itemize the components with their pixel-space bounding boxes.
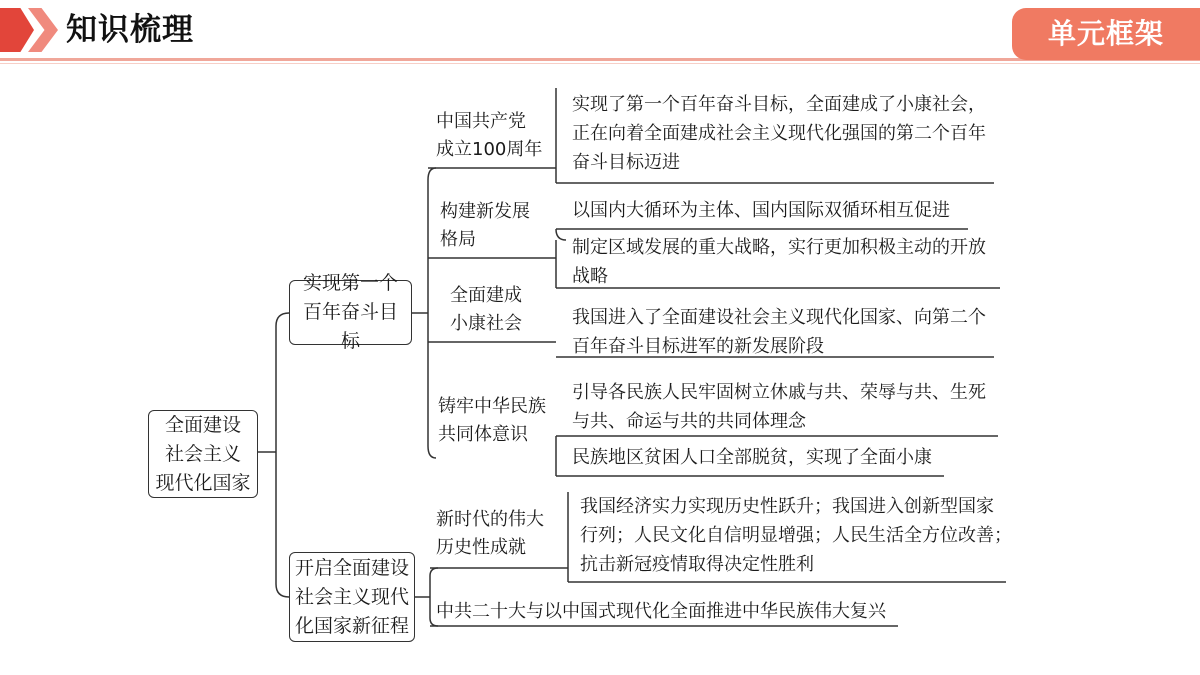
sub-label-moderately-prosperous: 全面建成 小康社会 [450, 285, 522, 334]
item-text-20th-congress: 中共二十大与以中国式现代化全面推进中华民族伟大复兴 [436, 601, 886, 622]
sub-label-cpc-100: 中国共产党 成立100周年 [436, 111, 543, 160]
sub-label-new-pattern: 构建新发展 格局 [440, 201, 530, 250]
sub-label-national-unity: 铸牢中华民族 共同体意识 [438, 396, 546, 445]
unit-framework-badge: 单元框架 [1012, 8, 1200, 60]
item-text-dual-circulation: 以国内大循环为主体、国内国际双循环相互促进 [572, 200, 950, 221]
item-text-achievements: 我国经济实力实现历史性跃升；我国进入创新型国家 行列；人民文化自信明显增强；人民生活全方位改善； 抗击新冠疫情取得决定性胜利 [580, 496, 1012, 575]
page-title: 知识梳理 [66, 12, 194, 48]
item-text-poverty-eliminated: 民族地区贫困人口全部脱贫，实现了全面小康 [572, 447, 932, 468]
item-text-first-goal-achieved: 实现了第一个百年奋斗目标，全面建成了小康社会， 正在向着全面建成社会主义现代化强国的第二个百年 奋斗目标迈进 [572, 94, 986, 173]
item-text-community-concept: 引导各民族人民牢固树立休戚与共、荣辱与共、生死 与共、命运与共的共同体理念 [572, 382, 986, 432]
branch-node-first-goal: 实现第一个 百年奋斗目标 [289, 280, 412, 345]
item-text-new-stage: 我国进入了全面建设社会主义现代化国家、向第二个 百年奋斗目标进军的新发展阶段 [572, 307, 986, 357]
sub-label-historic-achievements: 新时代的伟大 历史性成就 [436, 509, 544, 558]
root-node: 全面建设 社会主义 现代化国家 [148, 410, 258, 498]
branch-node-new-journey: 开启全面建设 社会主义现代 化国家新征程 [289, 552, 415, 642]
item-text-regional-strategy: 制定区域发展的重大战略，实行更加积极主动的开放 战略 [572, 237, 986, 287]
